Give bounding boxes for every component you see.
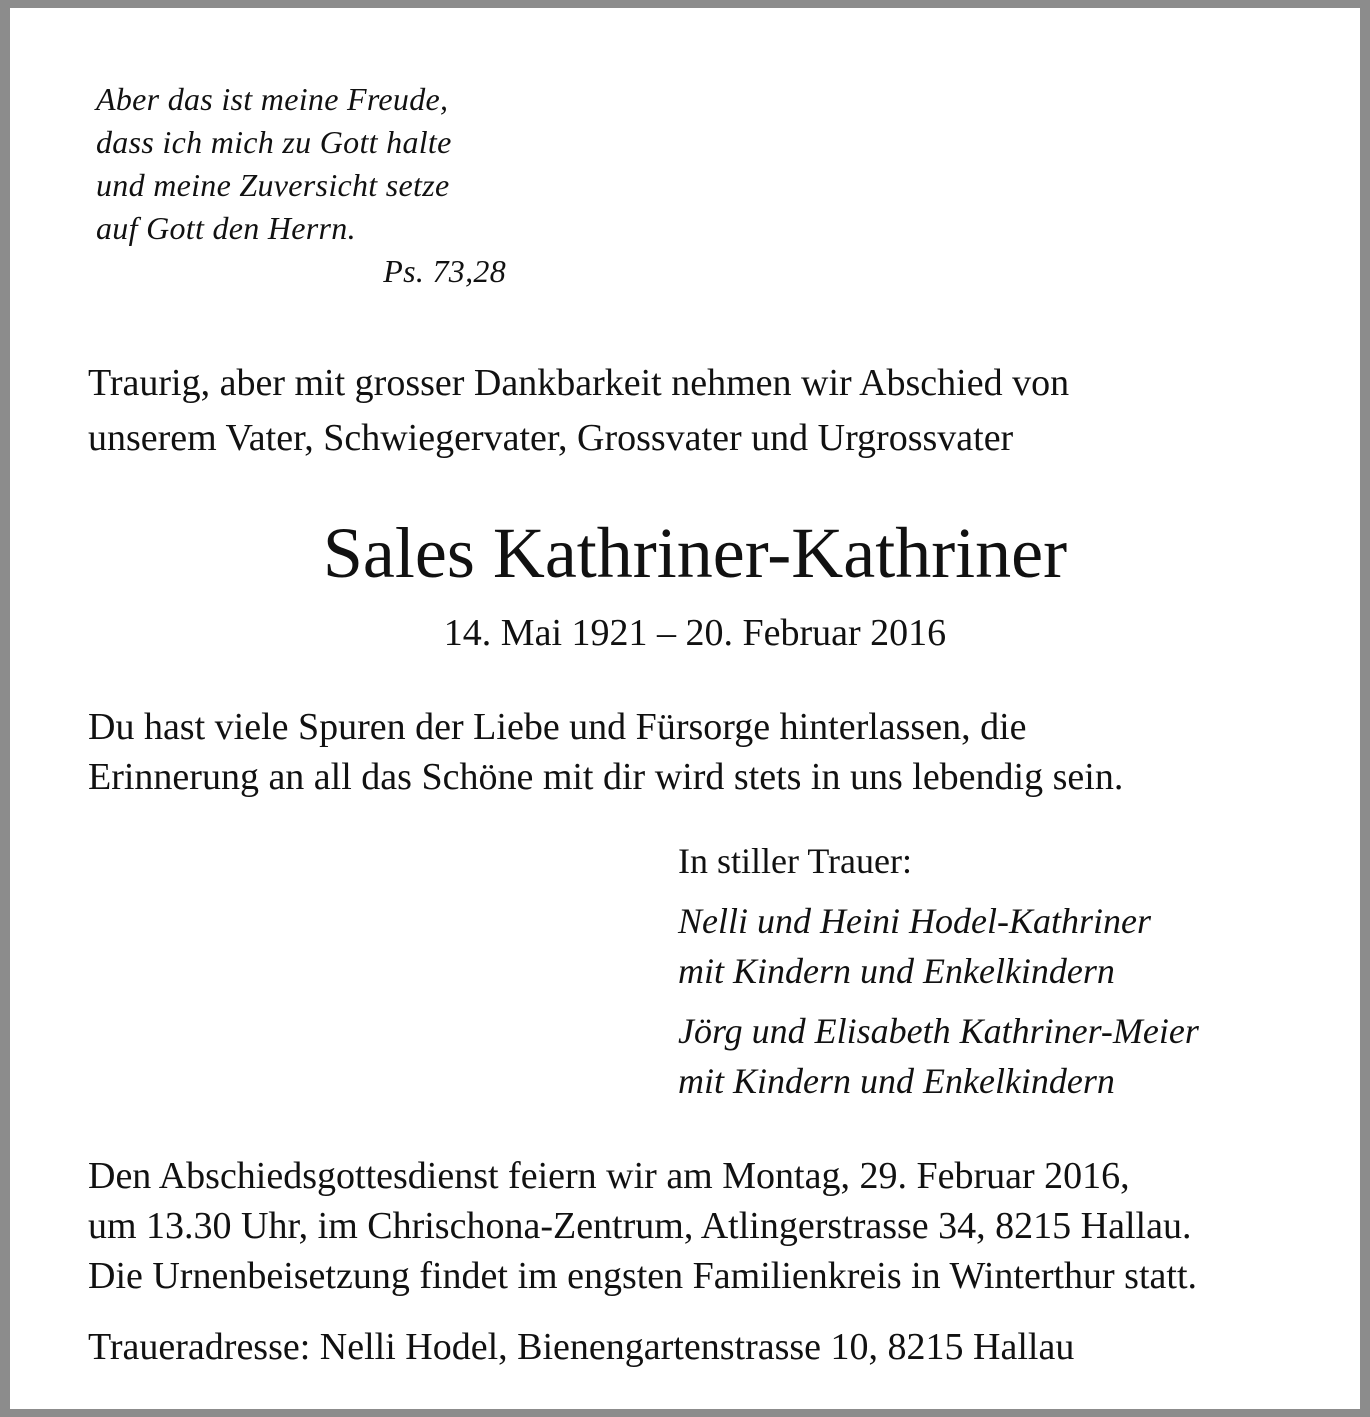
life-dates: 14. Mai 1921 – 20. Februar 2016: [443, 612, 947, 654]
remembrance-message: [88, 702, 1328, 802]
family-name: Jörg und Elisabeth Kathriner-Meier: [678, 1011, 1199, 1051]
family-note: mit Kindern und Enkelkindern: [678, 951, 1115, 991]
verse-line: dass ich mich zu Gott halte: [96, 124, 452, 160]
mourner-family: [678, 896, 1338, 996]
intro-line: Traurig, aber mit grosser Dankbarkeit nehmen wir Abschied von: [88, 362, 1070, 404]
intro-line: unserem Vater, Schwiegervater, Grossvater und Urgrossvater: [88, 417, 1014, 459]
service-info: [88, 1151, 1328, 1301]
family-note: mit Kindern und Enkelkindern: [678, 1061, 1115, 1101]
mourners-heading: In stiller Trauer:: [678, 841, 912, 881]
message-line: Du hast viele Spuren der Liebe und Fürsorge hinterlassen, die: [88, 706, 1027, 748]
mourners-block: [678, 836, 1338, 1116]
bible-verse: [96, 78, 506, 293]
verse-line: Aber das ist meine Freude,: [96, 81, 449, 117]
verse-reference: Ps. 73,28: [383, 253, 506, 289]
deceased-name: Sales Kathriner-Kathriner: [322, 513, 1068, 593]
service-line: um 13.30 Uhr, im Chrischona-Zentrum, Atlingerstrasse 34, 8215 Hallau.: [88, 1205, 1192, 1247]
service-line: Den Abschiedsgottesdienst feiern wir am Montag, 29. Februar 2016,: [88, 1155, 1130, 1197]
verse-line: auf Gott den Herrn.: [96, 210, 356, 246]
mourner-family: [678, 1006, 1338, 1106]
family-name: Nelli und Heini Hodel-Kathriner: [678, 901, 1151, 941]
intro-text: [88, 356, 1318, 466]
mourning-address: Traueradresse: Nelli Hodel, Bienengartenstrasse 10, 8215 Hallau: [88, 1326, 1075, 1368]
verse-line: und meine Zuversicht setze: [96, 167, 450, 203]
service-line: Die Urnenbeisetzung findet im engsten Familienkreis in Winterthur statt.: [88, 1255, 1198, 1297]
message-line: Erinnerung an all das Schöne mit dir wird stets in uns lebendig sein.: [88, 756, 1124, 798]
